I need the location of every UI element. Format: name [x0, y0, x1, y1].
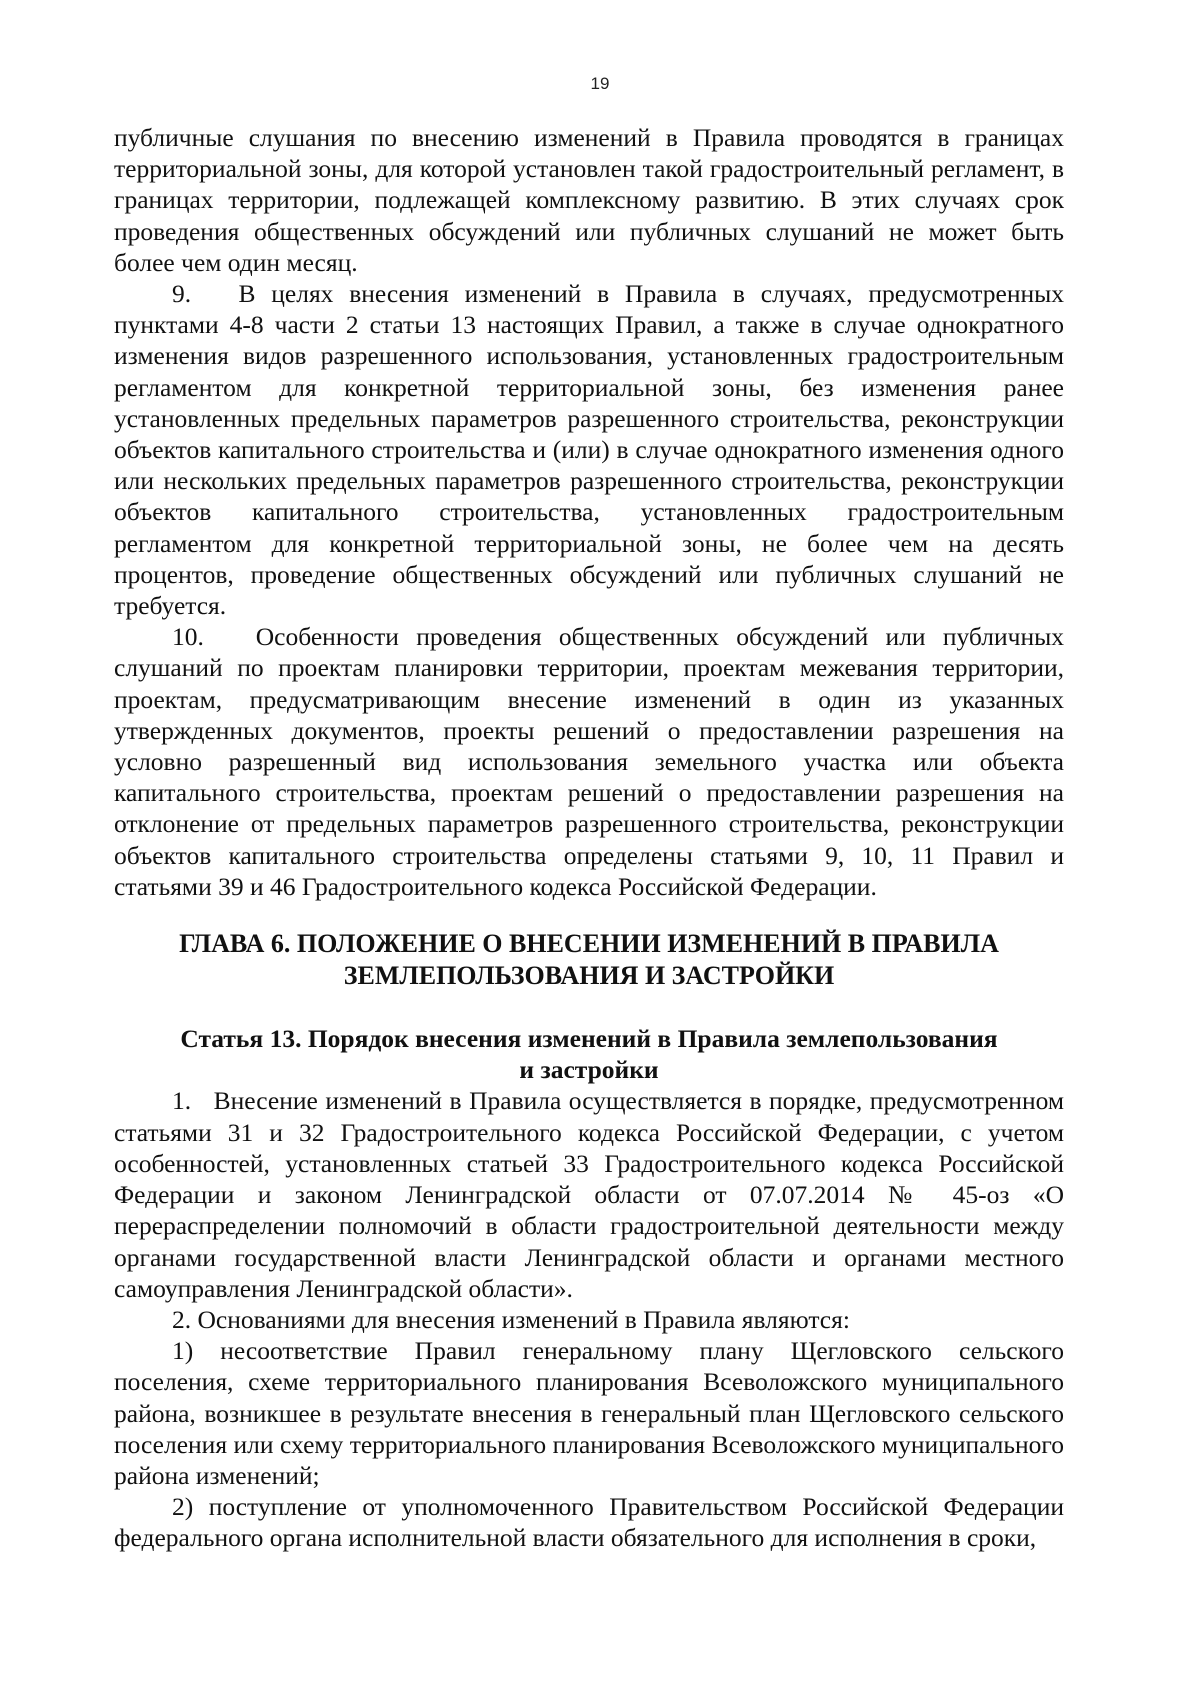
article-heading-line-2: и застройки [519, 1055, 659, 1085]
chapter-heading-line-2: ЗЕМЛЕПОЛЬЗОВАНИЯ И ЗАСТРОЙКИ [343, 960, 835, 990]
article-heading [114, 1023, 1064, 1085]
chapter-heading [114, 928, 1064, 991]
paragraph-item-9: 9. В целях внесения изменений в Правила в случаях, предусмотренных пунктами 4-8 части 2 статьи 13 настоящих Правил, а также в случае однократного изменения видов разрешенного использования, установленных градостроительным регламентом для конкретной территориальной зоны, без изменения ранее установленных предельных параметров разрешенного строительства, реконструкции объектов капитального строительства и (или) в случае однократного изменения одного или нескольких предельных параметров разрешенного строительства, реконструкции объектов капитального строительства, установленных градостроительным регламентом для конкретной территориальной зоны, не более чем на десять процентов, проведение общественных обсуждений или публичных слушаний не требуется. [114, 279, 1064, 621]
article-heading-line-1: Статья 13. Порядок внесения изменений в Правила землепользования [180, 1024, 998, 1054]
paragraph-item-10: 10. Особенности проведения общественных обсуждений или публичных слушаний по проектам планировки территории, проектам межевания территории, проектам, предусматривающим внесение изменений в один из указанных утвержденных документов, проекты решений о предоставлении разрешения на условно разрешенный вид использования земельного участка или объекта капитального строительства, проектам решений о предоставлении разрешения на отклонение от предельных параметров разрешенного строительства, реконструкции объектов капитального строительства определены статьями 9, 10, 11 Правил и статьями 39 и 46 Градостроительного кодекса Российской Федерации. [114, 622, 1064, 901]
chapter-heading-line-1: ГЛАВА 6. ПОЛОЖЕНИЕ О ВНЕСЕНИИ ИЗМЕНЕНИЙ В ПРАВИЛА [179, 929, 999, 959]
paragraph-article-13-subitem-2: 2) поступление от уполномоченного Правительством Российской Федерации федерального органа исполнительной власти обязательного для исполнения в сроки, [114, 1492, 1064, 1553]
paragraph-article-13-item-1: 1. Внесение изменений в Правила осуществляется в порядке, предусмотренном статьями 31 и 32 Градостроительного кодекса Российской Федерации, с учетом особенностей, установленных статьей 33 Градостроительного кодекса Российской Федерации и законом Ленинградской области от 07.07.2014 № 45-оз «О перераспределении полномочий в области градостроительной деятельности между органами государственной власти Ленинградской области и органами местного самоуправления Ленинградской области». [114, 1086, 1064, 1303]
paragraph-section-8-continuation: публичные слушания по внесению изменений в Правила проводятся в границах территориальной зоны, для которой установлен такой градостроительный регламент, в границах территории, подлежащей комплексному развитию. В этих случаях срок проведения общественных обсуждений или публичных слушаний не может быть более чем один месяц. [114, 123, 1064, 277]
page-number: 19 [590, 74, 610, 93]
document-body [114, 122, 1064, 1554]
paragraph-article-13-subitem-1: 1) несоответствие Правил генеральному плану Щегловского сельского поселения, схеме территориального планирования Всеволожского муниципального района, возникшее в результате внесения в генеральный план Щегловского сельского поселения или схему территориального планирования Всеволожского муниципального района изменений; [114, 1336, 1064, 1490]
paragraph-article-13-item-2: 2. Основаниями для внесения изменений в Правила являются: [172, 1304, 850, 1334]
